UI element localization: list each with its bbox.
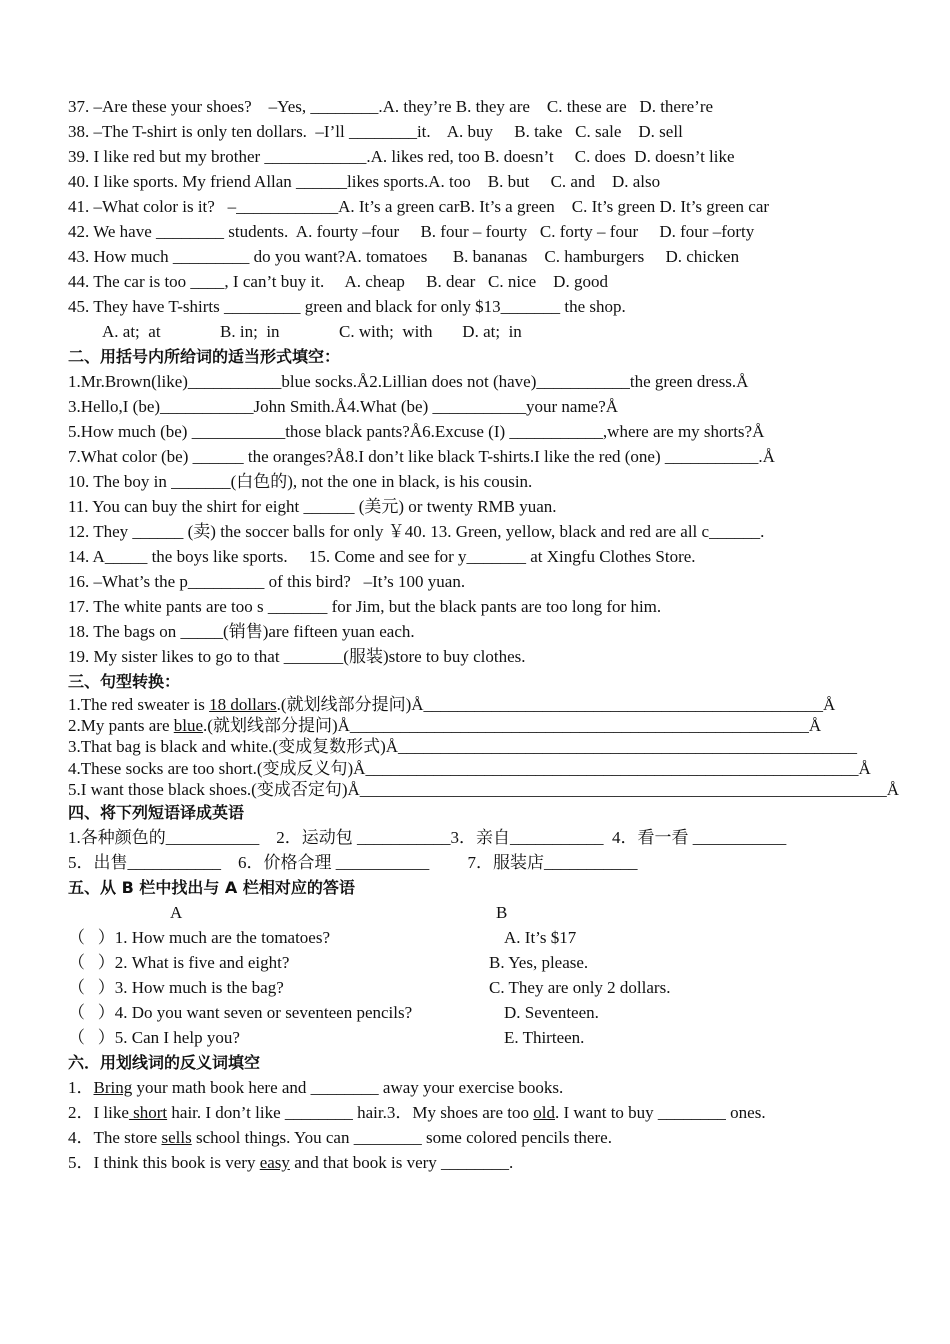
text: .(就划线部分提问)Å______________________________________________________Å (203, 716, 822, 736)
question-42: 42. We have ________ students. A. fourty –four B. four – fourty C. forty – four D. four –forty (68, 222, 755, 241)
antonym-line-1 (68, 1075, 888, 1100)
text: 2.My pants are (68, 716, 174, 736)
match-row (68, 925, 888, 950)
question-45: 45. They have T-shirts _________ green and black for only $13_______ the shop. (68, 297, 626, 316)
multiple-choice-section (68, 94, 888, 344)
question-44: 44. The car is too ____, I can’t buy it. A. cheap B. dear C. nice D. good (68, 272, 608, 291)
column-b-label: B (496, 902, 508, 922)
question-37: 37. –Are these your shoes? –Yes, ________.A. they’re B. they are C. these are D. there’re (68, 97, 714, 116)
underlined-word: old (533, 1102, 555, 1122)
question: （ ）1. How much are the tomatoes? (68, 927, 331, 947)
word-form-line: 3.Hello,I (be)___________John Smith.Å4.What (be) ___________your name?Å (68, 397, 619, 416)
text: 2．I like (68, 1102, 129, 1122)
text: .(就划线部分提问)Å_______________________________________________Å (276, 695, 836, 714)
word-form-line: 14. A_____ the boys like sports. 15. Come and see for y_______ at Xingfu Clothes Store. (68, 547, 696, 566)
question: （ ）5. Can I help you? (68, 1027, 240, 1047)
match-row (68, 1025, 888, 1050)
word-form-section (68, 344, 888, 669)
column-headers (68, 900, 888, 925)
matching-section (68, 875, 888, 1050)
underlined-word: blue (173, 716, 204, 736)
question-38: 38. –The T-shirt is only ten dollars. –I’ll ________it. A. buy B. take C. sale D. sell (68, 122, 683, 141)
question-41: 41. –What color is it? –____________A. It’s a green carB. It’s a green C. It’s green D. It’s green car (68, 197, 770, 216)
question-40: 40. I like sports. My friend Allan ______likes sports.A. too B. but C. and D. also (68, 172, 661, 191)
question-43: 43. How much _________ do you want?A. tomatoes B. bananas C. hamburgers D. chicken (68, 247, 740, 266)
text: 1． (68, 1077, 94, 1097)
answer: E. Thirteen. (504, 1027, 585, 1047)
word-form-line: 19. My sister likes to go to that _______(服装)store to buy clothes. (68, 647, 526, 666)
text: 1.The red sweater is (68, 695, 210, 714)
section-2-title: 二、用括号内所给词的适当形式填空： (68, 347, 341, 366)
match-row (68, 975, 888, 1000)
text: and that book is very ________. (289, 1152, 514, 1172)
text: hair. I don’t like ________ hair.3．My shoes are too (167, 1102, 534, 1122)
answer: D. Seventeen. (504, 1002, 599, 1022)
section-3-title: 三、句型转换： (68, 672, 181, 691)
column-a-label: A (170, 902, 183, 922)
translation-line-2: 5．出售___________ 6．价格合理 ___________ 7．服装店___________ (68, 852, 638, 872)
antonym-section (68, 1050, 888, 1175)
text: 5．I think this book is very (68, 1152, 260, 1172)
word-form-line: 17. The white pants are too s _______ for Jim, but the black pants are too long for him. (68, 597, 662, 616)
section-5-title: 五、从 B 栏中找出与 A 栏相对应的答语 (68, 877, 355, 897)
answer: C. They are only 2 dollars. (489, 977, 671, 997)
antonym-line-2 (68, 1100, 888, 1125)
transform-line-5: 5.I want those black shoes.(变成否定句)Å______________________________________________________________Å (68, 779, 900, 799)
word-form-line: 7.What color (be) ______ the oranges?Å8.I don’t like black T-shirts.I like the red (one) ___________.Å (68, 447, 775, 466)
antonym-line-4 (68, 1150, 888, 1175)
transform-line-3: 3.That bag is black and white.(变成复数形式)Å______________________________________________________ (68, 737, 858, 757)
text: 4．The store (68, 1127, 162, 1147)
question: （ ）4. Do you want seven or seventeen pencils? (68, 1002, 413, 1022)
underlined-word: easy (259, 1152, 290, 1172)
question-45-options: A. at; at B. in; in C. with; with D. at; in (102, 322, 522, 341)
match-row (68, 950, 888, 975)
transform-line-1 (68, 694, 888, 715)
translation-section (68, 800, 888, 875)
word-form-line: 18. The bags on _____(销售)are fifteen yuan each. (68, 622, 415, 641)
text: your math book here and ________ away your exercise books. (132, 1077, 564, 1097)
transform-line-4: 4.These socks are too short.(变成反义句)Å__________________________________________________________Å (68, 758, 871, 778)
section-6-title: 六．用划线词的反义词填空 (68, 1052, 261, 1072)
answer: A. It’s $17 (504, 927, 577, 947)
transformation-section (68, 669, 900, 800)
answer: B. Yes, please. (489, 952, 589, 972)
match-row (68, 1000, 888, 1025)
word-form-line: 16. –What’s the p_________ of this bird? –It’s 100 yuan. (68, 572, 466, 591)
question: （ ）2. What is five and eight? (68, 952, 290, 972)
worksheet (68, 94, 900, 1175)
question: （ ）3. How much is the bag? (68, 977, 284, 997)
word-form-line: 5.How much (be) ___________those black pants?Å6.Excuse (I) ___________,where are my shorts?Å (68, 422, 765, 441)
transform-line-2 (68, 715, 888, 736)
section-4-title: 四、将下列短语译成英语 (68, 802, 245, 822)
underlined-word: short (128, 1102, 168, 1122)
word-form-line: 12. They ______ (卖) the soccer balls for only ￥40. 13. Green, yellow, black and red are all c______. (68, 522, 765, 541)
text: school things. You can ________ some colored pencils there. (191, 1127, 612, 1147)
word-form-line: 11. You can buy the shirt for eight ______ (美元) or twenty RMB yuan. (68, 497, 557, 516)
underlined-word: Bring (93, 1077, 133, 1097)
question-39: 39. I like red but my brother ____________.A. likes red, too B. doesn’t C. does D. doesn’t like (68, 147, 735, 166)
underlined-word: 18 dollars (209, 695, 277, 714)
text: . I want to buy ________ ones. (554, 1102, 766, 1122)
word-form-line: 10. The boy in _______(白色的), not the one in black, is his cousin. (68, 472, 533, 491)
underlined-word: sells (161, 1127, 192, 1147)
word-form-line: 1.Mr.Brown(like)___________blue socks.Å2.Lillian does not (have)___________the green dress.Å (68, 372, 749, 391)
translation-line-1: 1.各种颜色的___________ 2．运动包 ___________3．亲自___________ 4．看一看 ___________ (68, 827, 787, 847)
antonym-line-3 (68, 1125, 888, 1150)
